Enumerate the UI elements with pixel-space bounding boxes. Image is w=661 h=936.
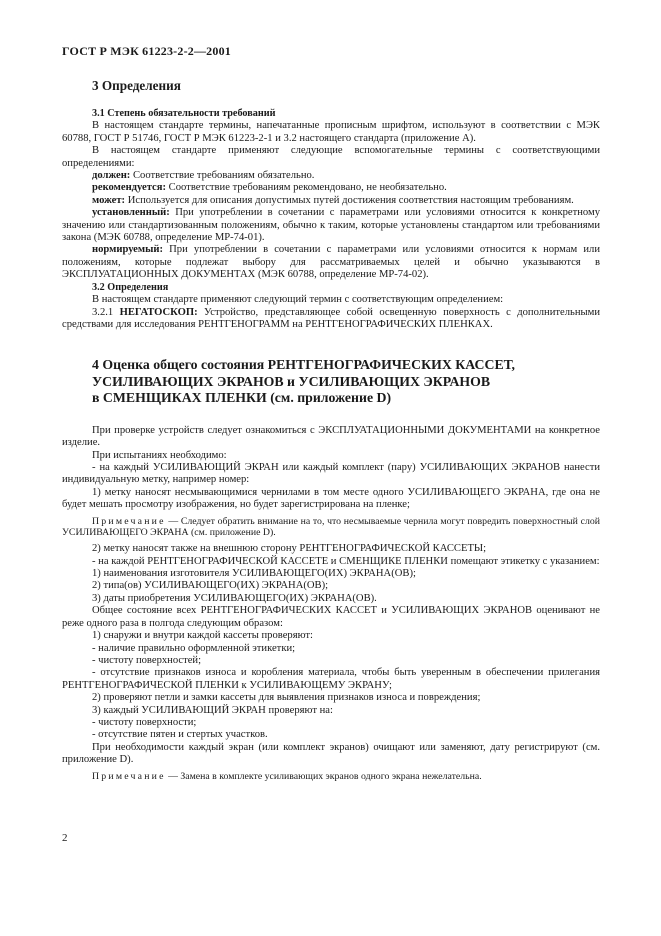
paragraph: При проверке устройств следует ознакомиться с ЭКСПЛУАТАЦИОННЫМИ ДОКУМЕНТАМИ на конкретное изделие. — [62, 424, 600, 449]
page-body — [62, 78, 600, 786]
clause-number: 3.2.1 — [92, 306, 120, 318]
list-item: 3) каждый УСИЛИВАЮЩИЙ ЭКРАН проверяют на: — [92, 704, 333, 716]
definition-item — [62, 195, 600, 207]
note-label: Примечание — [92, 515, 166, 527]
paragraph: При необходимости каждый экран (или комплект экранов) очищают или заменяют, дату регистрируют (см. приложение D). — [62, 741, 600, 766]
definition-term: нормируемый: — [92, 244, 163, 256]
definition-text: Соответствие требованиям рекомендовано, не необязательно. — [166, 182, 447, 194]
definition-term: может: — [92, 194, 126, 206]
definition-term: НЕГАТОСКОП: — [119, 306, 198, 318]
definition-text: Соответствие требованиям обязательно. — [130, 170, 315, 182]
definition-item — [62, 170, 600, 182]
list-item: - отсутствие признаков износа и коробления материала, чтобы быть уверенным в обеспечении прилегания РЕНТГЕНОГРАФИЧЕСКОЙ ПЛЕНКИ к УСИЛИВАЮЩЕМУ ЭКРАНУ; — [62, 667, 600, 691]
paragraph: В настоящем стандарте термины, напечатанные прописным шрифтом, используют в соответствии с МЭК 60788, ГОСТ Р 51746, ГОСТ Р МЭК 61223-2-1 и 3.2 настоящего стандарта (приложение А). — [62, 120, 600, 144]
list-item: 1) наименования изготовителя УСИЛИВАЮЩЕГО(ИХ) ЭКРАНА(ОВ); — [92, 568, 416, 580]
note-text: — Следует обратить внимание на то, что несмываемые чернила могут повредить поверхностный слой УСИЛИВАЮЩЕГО ЭКРАНА (см. приложение D). — [62, 515, 600, 539]
subsection-3-1-heading: 3.1 Степень обязательности требований — [92, 108, 276, 119]
definition-text: Используется для описания допустимых путей достижения соответствия настоящим требованиям. — [125, 194, 574, 206]
definition-item — [62, 307, 600, 332]
subsection-3-2-heading: 3.2 Определения — [92, 281, 169, 293]
note-text: — Замена в комплекте усиливающих экранов одного экрана нежелательна. — [165, 770, 482, 782]
section-4-heading — [92, 357, 600, 407]
definition-text: При употреблении в сочетании с параметрами или условиями относится к конкретному значению или стандартизованным положениям, обычно к таким, которые установлены стандартом или требованиями закона (МЭК 60788, определение МР-74-01). — [62, 207, 600, 244]
paragraph: В настоящем стандарте применяют следующие вспомогательные термины с соответствующими определениями: — [62, 145, 600, 169]
paragraph: Общее состояние всех РЕНТГЕНОГРАФИЧЕСКИХ КАССЕТ и УСИЛИВАЮЩИХ ЭКРАНОВ оценивают не реже одного раза в полгода следующим образом: — [62, 605, 600, 629]
list-item: 1) метку наносят несмывающимися чернилами в том месте одного УСИЛИВАЮЩЕГО ЭКРАНА, где она не будет мешать просмотру изображения, но будет зарегистрирована на пленке; — [62, 486, 600, 511]
list-item: - отсутствие пятен и стертых участков. — [92, 729, 268, 741]
section-4-heading-line: в СМЕНЩИКАХ ПЛЕНКИ (см. приложение D) — [92, 390, 392, 406]
list-item: 2) типа(ов) УСИЛИВАЮЩЕГО(ИХ) ЭКРАНА(ОВ); — [92, 580, 329, 592]
definition-item — [62, 182, 600, 194]
section-3-heading: 3 Определения — [92, 78, 181, 93]
list-item: - наличие правильно оформленной этикетки; — [92, 642, 296, 654]
list-item: - на каждый УСИЛИВАЮЩИЙ ЭКРАН или каждый комплект (пару) УСИЛИВАЮЩИХ ЭКРАНОВ нанести индивидуальную метку, например номер: — [62, 462, 600, 486]
page-number: 2 — [62, 832, 68, 844]
definition-term: должен: — [92, 170, 131, 182]
list-item: 2) метку наносят также на внешнюю сторону РЕНТГЕНОГРАФИЧЕСКОЙ КАССЕТЫ; — [92, 543, 487, 555]
definition-item — [62, 207, 600, 244]
list-item: 2) проверяют петли и замки кассеты для выявления признаков износа и повреждения; — [92, 692, 481, 704]
list-item: - на каждой РЕНТГЕНОГРАФИЧЕСКОЙ КАССЕТЕ и СМЕНЩИКЕ ПЛЕНКИ помещают этикетку с указанием: — [92, 555, 600, 567]
definition-term: установленный: — [92, 207, 170, 219]
note — [62, 771, 600, 783]
definition-item — [62, 244, 600, 281]
section-4-heading-line: 4 Оценка общего состояния РЕНТГЕНОГРАФИЧЕСКИХ КАССЕТ, — [92, 357, 515, 373]
note — [62, 516, 600, 540]
list-item: - чистоту поверхностей; — [92, 654, 202, 666]
list-item: 3) даты приобретения УСИЛИВАЮЩЕГО(ИХ) ЭКРАНА(ОВ). — [92, 592, 377, 604]
definition-text: Устройство, представляющее собой освещенную поверхность с дополнительными средствами для исследования РЕНТГЕНОГРАММ на РЕНТГЕНОГРАФИЧЕСКИХ ПЛЕНКАХ. — [62, 306, 600, 330]
paragraph: При испытаниях необходимо: — [92, 449, 227, 461]
running-header: ГОСТ Р МЭК 61223-2-2—2001 — [62, 44, 231, 58]
list-item: 1) снаружи и внутри каждой кассеты проверяют: — [92, 630, 313, 642]
note-label: Примечание — [92, 770, 166, 782]
list-item: - чистоту поверхности; — [92, 716, 197, 728]
paragraph: В настоящем стандарте применяют следующий термин с соответствующим определением: — [92, 294, 504, 306]
definition-term: рекомендуется: — [92, 182, 167, 194]
section-4-heading-line: УСИЛИВАЮЩИХ ЭКРАНОВ и УСИЛИВАЮЩИХ ЭКРАНОВ — [92, 373, 491, 389]
definition-text: При употреблении в сочетании с параметрами или условиями относится к нормам или положениям, которые подлежат выбору для рассматриваемых целей и обычно указываются в ЭКСПЛУАТАЦИОННЫХ ДОКУМЕНТАХ (МЭК 60788, определение МР-74-02). — [62, 244, 600, 281]
